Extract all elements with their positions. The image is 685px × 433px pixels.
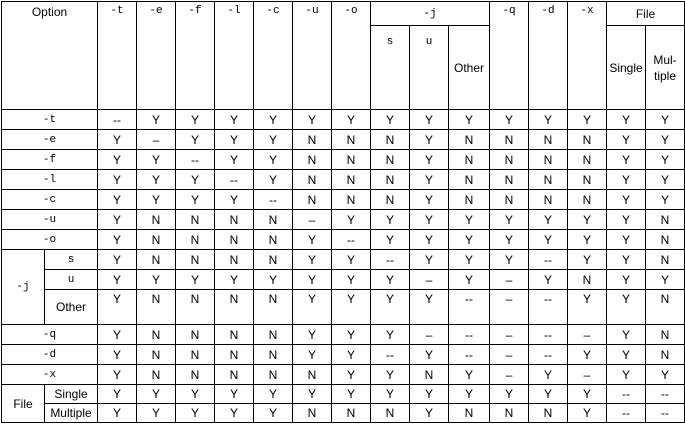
- table-cell: N: [332, 130, 371, 150]
- table-cell: Y: [607, 365, 646, 385]
- row-label: -x: [2, 365, 98, 385]
- table-cell: Y: [529, 210, 568, 230]
- table-cell: N: [176, 290, 215, 325]
- table-cell: N: [332, 150, 371, 170]
- table-cell: Y: [410, 404, 449, 423]
- table-cell: N: [137, 290, 176, 325]
- table-cell: Y: [98, 365, 137, 385]
- table-cell: N: [371, 170, 410, 190]
- table-cell: Y: [98, 325, 137, 345]
- table-cell: Y: [293, 250, 332, 270]
- table-cell: --: [449, 290, 490, 325]
- table-cell: Y: [176, 190, 215, 210]
- table-cell: Y: [254, 270, 293, 290]
- table-cell: --: [449, 325, 490, 345]
- table-cell: –: [293, 210, 332, 230]
- table-cell: Y: [529, 270, 568, 290]
- table-cell: Y: [490, 250, 529, 270]
- table-cell: N: [449, 404, 490, 423]
- table-cell: Y: [529, 385, 568, 404]
- table-cell: Y: [529, 230, 568, 250]
- table-row: [2, 150, 685, 170]
- table-cell: Y: [529, 365, 568, 385]
- table-cell: N: [215, 290, 254, 325]
- table-cell: Y: [646, 130, 685, 150]
- table-cell: –: [410, 325, 449, 345]
- col-header-o: -o: [332, 2, 371, 110]
- table-cell: --: [607, 385, 646, 404]
- table-cell: N: [215, 230, 254, 250]
- col-header-d: -d: [529, 2, 568, 110]
- table-cell: Y: [410, 345, 449, 365]
- col-header-t: -t: [98, 2, 137, 110]
- table-cell: N: [449, 130, 490, 150]
- row-label: -o: [2, 230, 98, 250]
- table-cell: --: [449, 345, 490, 365]
- table-row: [2, 290, 685, 325]
- table-cell: –: [490, 270, 529, 290]
- table-cell: Y: [254, 385, 293, 404]
- table-cell: N: [176, 325, 215, 345]
- table-cell: Y: [410, 385, 449, 404]
- table-cell: N: [254, 210, 293, 230]
- table-row: [2, 325, 685, 345]
- table-cell: Y: [215, 385, 254, 404]
- table-cell: Y: [293, 290, 332, 325]
- table-cell: Y: [98, 385, 137, 404]
- table-cell: N: [332, 170, 371, 190]
- table-cell: Y: [137, 404, 176, 423]
- row-label: -l: [2, 170, 98, 190]
- table-cell: Y: [215, 404, 254, 423]
- table-cell: N: [449, 170, 490, 190]
- table-cell: N: [293, 365, 332, 385]
- table-cell: N: [490, 130, 529, 150]
- col-subheader-file-single: Single: [607, 26, 646, 110]
- col-header-x: -x: [568, 2, 607, 110]
- table-cell: N: [137, 325, 176, 345]
- table-cell: N: [176, 365, 215, 385]
- table-cell: –: [568, 365, 607, 385]
- table-cell: Y: [254, 150, 293, 170]
- table-cell: Y: [607, 130, 646, 150]
- row-label: -f: [2, 150, 98, 170]
- table-cell: Y: [410, 250, 449, 270]
- table-cell: N: [646, 250, 685, 270]
- table-cell: –: [410, 270, 449, 290]
- table-cell: N: [646, 345, 685, 365]
- table-cell: Y: [646, 150, 685, 170]
- table-row: [2, 130, 685, 150]
- table-cell: --: [215, 170, 254, 190]
- table-cell: N: [490, 404, 529, 423]
- table-cell: Y: [98, 210, 137, 230]
- table-cell: Y: [449, 250, 490, 270]
- table-cell: N: [215, 325, 254, 345]
- table-cell: --: [529, 290, 568, 325]
- table-row: [2, 110, 685, 130]
- table-cell: Y: [646, 365, 685, 385]
- table-cell: –: [568, 325, 607, 345]
- table-cell: N: [371, 150, 410, 170]
- table-cell: --: [332, 230, 371, 250]
- table-cell: Y: [293, 325, 332, 345]
- table-cell: –: [137, 130, 176, 150]
- table-cell: N: [332, 404, 371, 423]
- table-cell: Y: [607, 290, 646, 325]
- table-cell: Y: [215, 190, 254, 210]
- row-label: s: [45, 250, 98, 270]
- table-cell: Y: [646, 170, 685, 190]
- table-cell: Y: [293, 270, 332, 290]
- row-label: -u: [2, 210, 98, 230]
- table-cell: Y: [293, 230, 332, 250]
- table-cell: --: [371, 345, 410, 365]
- table-cell: N: [176, 210, 215, 230]
- table-cell: N: [293, 190, 332, 210]
- table-cell: Y: [449, 270, 490, 290]
- table-cell: Y: [449, 365, 490, 385]
- table-cell: --: [646, 404, 685, 423]
- table-cell: N: [529, 170, 568, 190]
- table-cell: Y: [568, 110, 607, 130]
- row-label: Multiple: [45, 404, 98, 423]
- table-cell: Y: [98, 270, 137, 290]
- table-cell: Y: [98, 345, 137, 365]
- table-cell: N: [490, 190, 529, 210]
- table-cell: Y: [332, 270, 371, 290]
- table-cell: Y: [607, 270, 646, 290]
- table-row: [2, 270, 685, 290]
- table-cell: N: [254, 365, 293, 385]
- table-cell: N: [529, 150, 568, 170]
- table-cell: --: [371, 250, 410, 270]
- table-cell: Y: [410, 110, 449, 130]
- table-cell: Y: [137, 110, 176, 130]
- table-cell: Y: [607, 150, 646, 170]
- table-cell: Y: [215, 150, 254, 170]
- table-cell: Y: [371, 110, 410, 130]
- table-cell: N: [646, 210, 685, 230]
- col-header-j: -j: [371, 2, 490, 26]
- row-label: -c: [2, 190, 98, 210]
- table-cell: Y: [410, 210, 449, 230]
- table-cell: N: [449, 190, 490, 210]
- table-cell: N: [215, 210, 254, 230]
- table-row: [2, 365, 685, 385]
- table-row: [2, 190, 685, 210]
- table-cell: Y: [490, 385, 529, 404]
- table-cell: Y: [293, 385, 332, 404]
- table-cell: N: [137, 250, 176, 270]
- table-cell: N: [293, 404, 332, 423]
- table-cell: Y: [254, 130, 293, 150]
- table-cell: N: [646, 325, 685, 345]
- table-row: [2, 250, 685, 270]
- col-subheader-j-other: Other: [449, 26, 490, 110]
- table-cell: N: [254, 325, 293, 345]
- table-cell: Y: [98, 190, 137, 210]
- table-cell: Y: [410, 130, 449, 150]
- col-header-c: -c: [254, 2, 293, 110]
- table-cell: Y: [529, 110, 568, 130]
- table-row: [2, 210, 685, 230]
- table-cell: --: [529, 250, 568, 270]
- table-cell: Y: [176, 385, 215, 404]
- table-cell: Y: [410, 190, 449, 210]
- table-cell: Y: [449, 210, 490, 230]
- table-cell: Y: [490, 110, 529, 130]
- row-label: -e: [2, 130, 98, 150]
- table-cell: –: [490, 365, 529, 385]
- table-cell: Y: [607, 325, 646, 345]
- table-cell: Y: [449, 110, 490, 130]
- table-cell: Y: [215, 270, 254, 290]
- table-cell: N: [529, 404, 568, 423]
- table-cell: Y: [371, 270, 410, 290]
- table-cell: –: [490, 325, 529, 345]
- row-group-label: -j: [2, 250, 45, 325]
- table-cell: Y: [410, 290, 449, 325]
- table-cell: N: [176, 230, 215, 250]
- table-cell: Y: [371, 230, 410, 250]
- row-label: -d: [2, 345, 98, 365]
- table-cell: Y: [254, 404, 293, 423]
- table-cell: N: [371, 130, 410, 150]
- table-cell: N: [293, 150, 332, 170]
- table-cell: N: [215, 365, 254, 385]
- table-cell: N: [646, 290, 685, 325]
- row-label: -t: [2, 110, 98, 130]
- table-cell: Y: [176, 270, 215, 290]
- table-cell: Y: [607, 250, 646, 270]
- table-cell: N: [137, 230, 176, 250]
- table-cell: N: [254, 250, 293, 270]
- table-cell: Y: [568, 385, 607, 404]
- table-cell: Y: [98, 250, 137, 270]
- col-header-f: -f: [176, 2, 215, 110]
- table-cell: Y: [332, 325, 371, 345]
- table-cell: Y: [371, 385, 410, 404]
- table-cell: --: [98, 110, 137, 130]
- table-cell: Y: [568, 230, 607, 250]
- table-cell: N: [293, 170, 332, 190]
- table-cell: N: [449, 150, 490, 170]
- col-header-l: -l: [215, 2, 254, 110]
- table-cell: N: [568, 150, 607, 170]
- table-cell: Y: [607, 170, 646, 190]
- table-cell: Y: [98, 130, 137, 150]
- table-cell: Y: [98, 290, 137, 325]
- table-cell: --: [529, 325, 568, 345]
- table-cell: N: [254, 230, 293, 250]
- col-header-u: -u: [293, 2, 332, 110]
- table-row: [2, 345, 685, 365]
- table-cell: Y: [215, 110, 254, 130]
- table-cell: –: [490, 290, 529, 325]
- table-cell: N: [490, 150, 529, 170]
- table-cell: Y: [607, 190, 646, 210]
- table-cell: Y: [371, 325, 410, 345]
- table-cell: Y: [98, 170, 137, 190]
- table-cell: Y: [646, 190, 685, 210]
- table-cell: Y: [254, 170, 293, 190]
- table-cell: Y: [332, 110, 371, 130]
- table-cell: Y: [371, 290, 410, 325]
- table-cell: Y: [568, 210, 607, 230]
- row-label: -q: [2, 325, 98, 345]
- table-cell: Y: [607, 210, 646, 230]
- table-row: [2, 404, 685, 423]
- table-cell: N: [646, 230, 685, 250]
- table-cell: Y: [293, 110, 332, 130]
- table-cell: N: [215, 250, 254, 270]
- table-cell: --: [646, 385, 685, 404]
- table-cell: Y: [176, 170, 215, 190]
- table-cell: Y: [332, 345, 371, 365]
- row-group-label: File: [2, 385, 45, 423]
- table-cell: N: [568, 170, 607, 190]
- table-cell: Y: [490, 230, 529, 250]
- row-label: Other: [45, 290, 98, 325]
- table-cell: Y: [332, 290, 371, 325]
- table-row: [2, 170, 685, 190]
- table-cell: Y: [646, 110, 685, 130]
- table-cell: Y: [98, 230, 137, 250]
- table-cell: Y: [176, 110, 215, 130]
- table-cell: N: [371, 190, 410, 210]
- table-cell: Y: [607, 345, 646, 365]
- col-header-q: -q: [490, 2, 529, 110]
- table-cell: Y: [137, 170, 176, 190]
- table-cell: Y: [410, 230, 449, 250]
- table-cell: Y: [490, 210, 529, 230]
- table-cell: N: [137, 345, 176, 365]
- table-cell: N: [371, 404, 410, 423]
- table-cell: Y: [332, 385, 371, 404]
- table-cell: N: [176, 345, 215, 365]
- table-cell: Y: [410, 150, 449, 170]
- table-cell: Y: [410, 170, 449, 190]
- table-cell: N: [332, 190, 371, 210]
- row-label: u: [45, 270, 98, 290]
- table-cell: Y: [98, 150, 137, 170]
- table-cell: Y: [137, 190, 176, 210]
- table-cell: Y: [254, 110, 293, 130]
- table-cell: Y: [371, 210, 410, 230]
- table-cell: Y: [215, 130, 254, 150]
- table-cell: Y: [568, 404, 607, 423]
- table-cell: Y: [176, 404, 215, 423]
- table-cell: Y: [332, 365, 371, 385]
- table-cell: N: [568, 270, 607, 290]
- table-cell: Y: [568, 345, 607, 365]
- table-cell: N: [254, 345, 293, 365]
- table-cell: Y: [332, 210, 371, 230]
- table-cell: N: [176, 250, 215, 270]
- table-cell: Y: [137, 150, 176, 170]
- table-cell: N: [529, 190, 568, 210]
- table-cell: Y: [176, 130, 215, 150]
- col-header-file: File: [607, 2, 685, 26]
- table-cell: --: [607, 404, 646, 423]
- table-cell: Y: [332, 250, 371, 270]
- table-cell: Y: [607, 110, 646, 130]
- table-cell: Y: [449, 230, 490, 250]
- table-cell: N: [529, 130, 568, 150]
- col-subheader-j-s: s: [371, 26, 410, 110]
- table-cell: N: [568, 190, 607, 210]
- table-cell: N: [490, 170, 529, 190]
- table-cell: Y: [371, 365, 410, 385]
- table-cell: --: [529, 345, 568, 365]
- col-subheader-file-multiple: Mul-tiple: [646, 26, 685, 110]
- table-cell: –: [490, 345, 529, 365]
- option-header: Option: [2, 2, 98, 110]
- table-cell: N: [137, 210, 176, 230]
- table-cell: --: [176, 150, 215, 170]
- table-cell: Y: [137, 270, 176, 290]
- table-cell: N: [254, 290, 293, 325]
- table-cell: Y: [646, 270, 685, 290]
- table-cell: N: [293, 130, 332, 150]
- col-subheader-j-u: u: [410, 26, 449, 110]
- row-label: Single: [45, 385, 98, 404]
- table-cell: Y: [449, 385, 490, 404]
- table-row: [2, 230, 685, 250]
- table-cell: Y: [607, 230, 646, 250]
- table-cell: Y: [98, 404, 137, 423]
- table-cell: Y: [293, 345, 332, 365]
- table-cell: N: [215, 345, 254, 365]
- table-cell: N: [568, 130, 607, 150]
- table-cell: N: [410, 365, 449, 385]
- table-cell: N: [137, 365, 176, 385]
- col-header-e: -e: [137, 2, 176, 110]
- table-cell: Y: [137, 385, 176, 404]
- table-cell: --: [254, 190, 293, 210]
- table-row: [2, 385, 685, 404]
- table-cell: Y: [568, 290, 607, 325]
- table-cell: Y: [568, 250, 607, 270]
- option-compatibility-table: [1, 1, 685, 423]
